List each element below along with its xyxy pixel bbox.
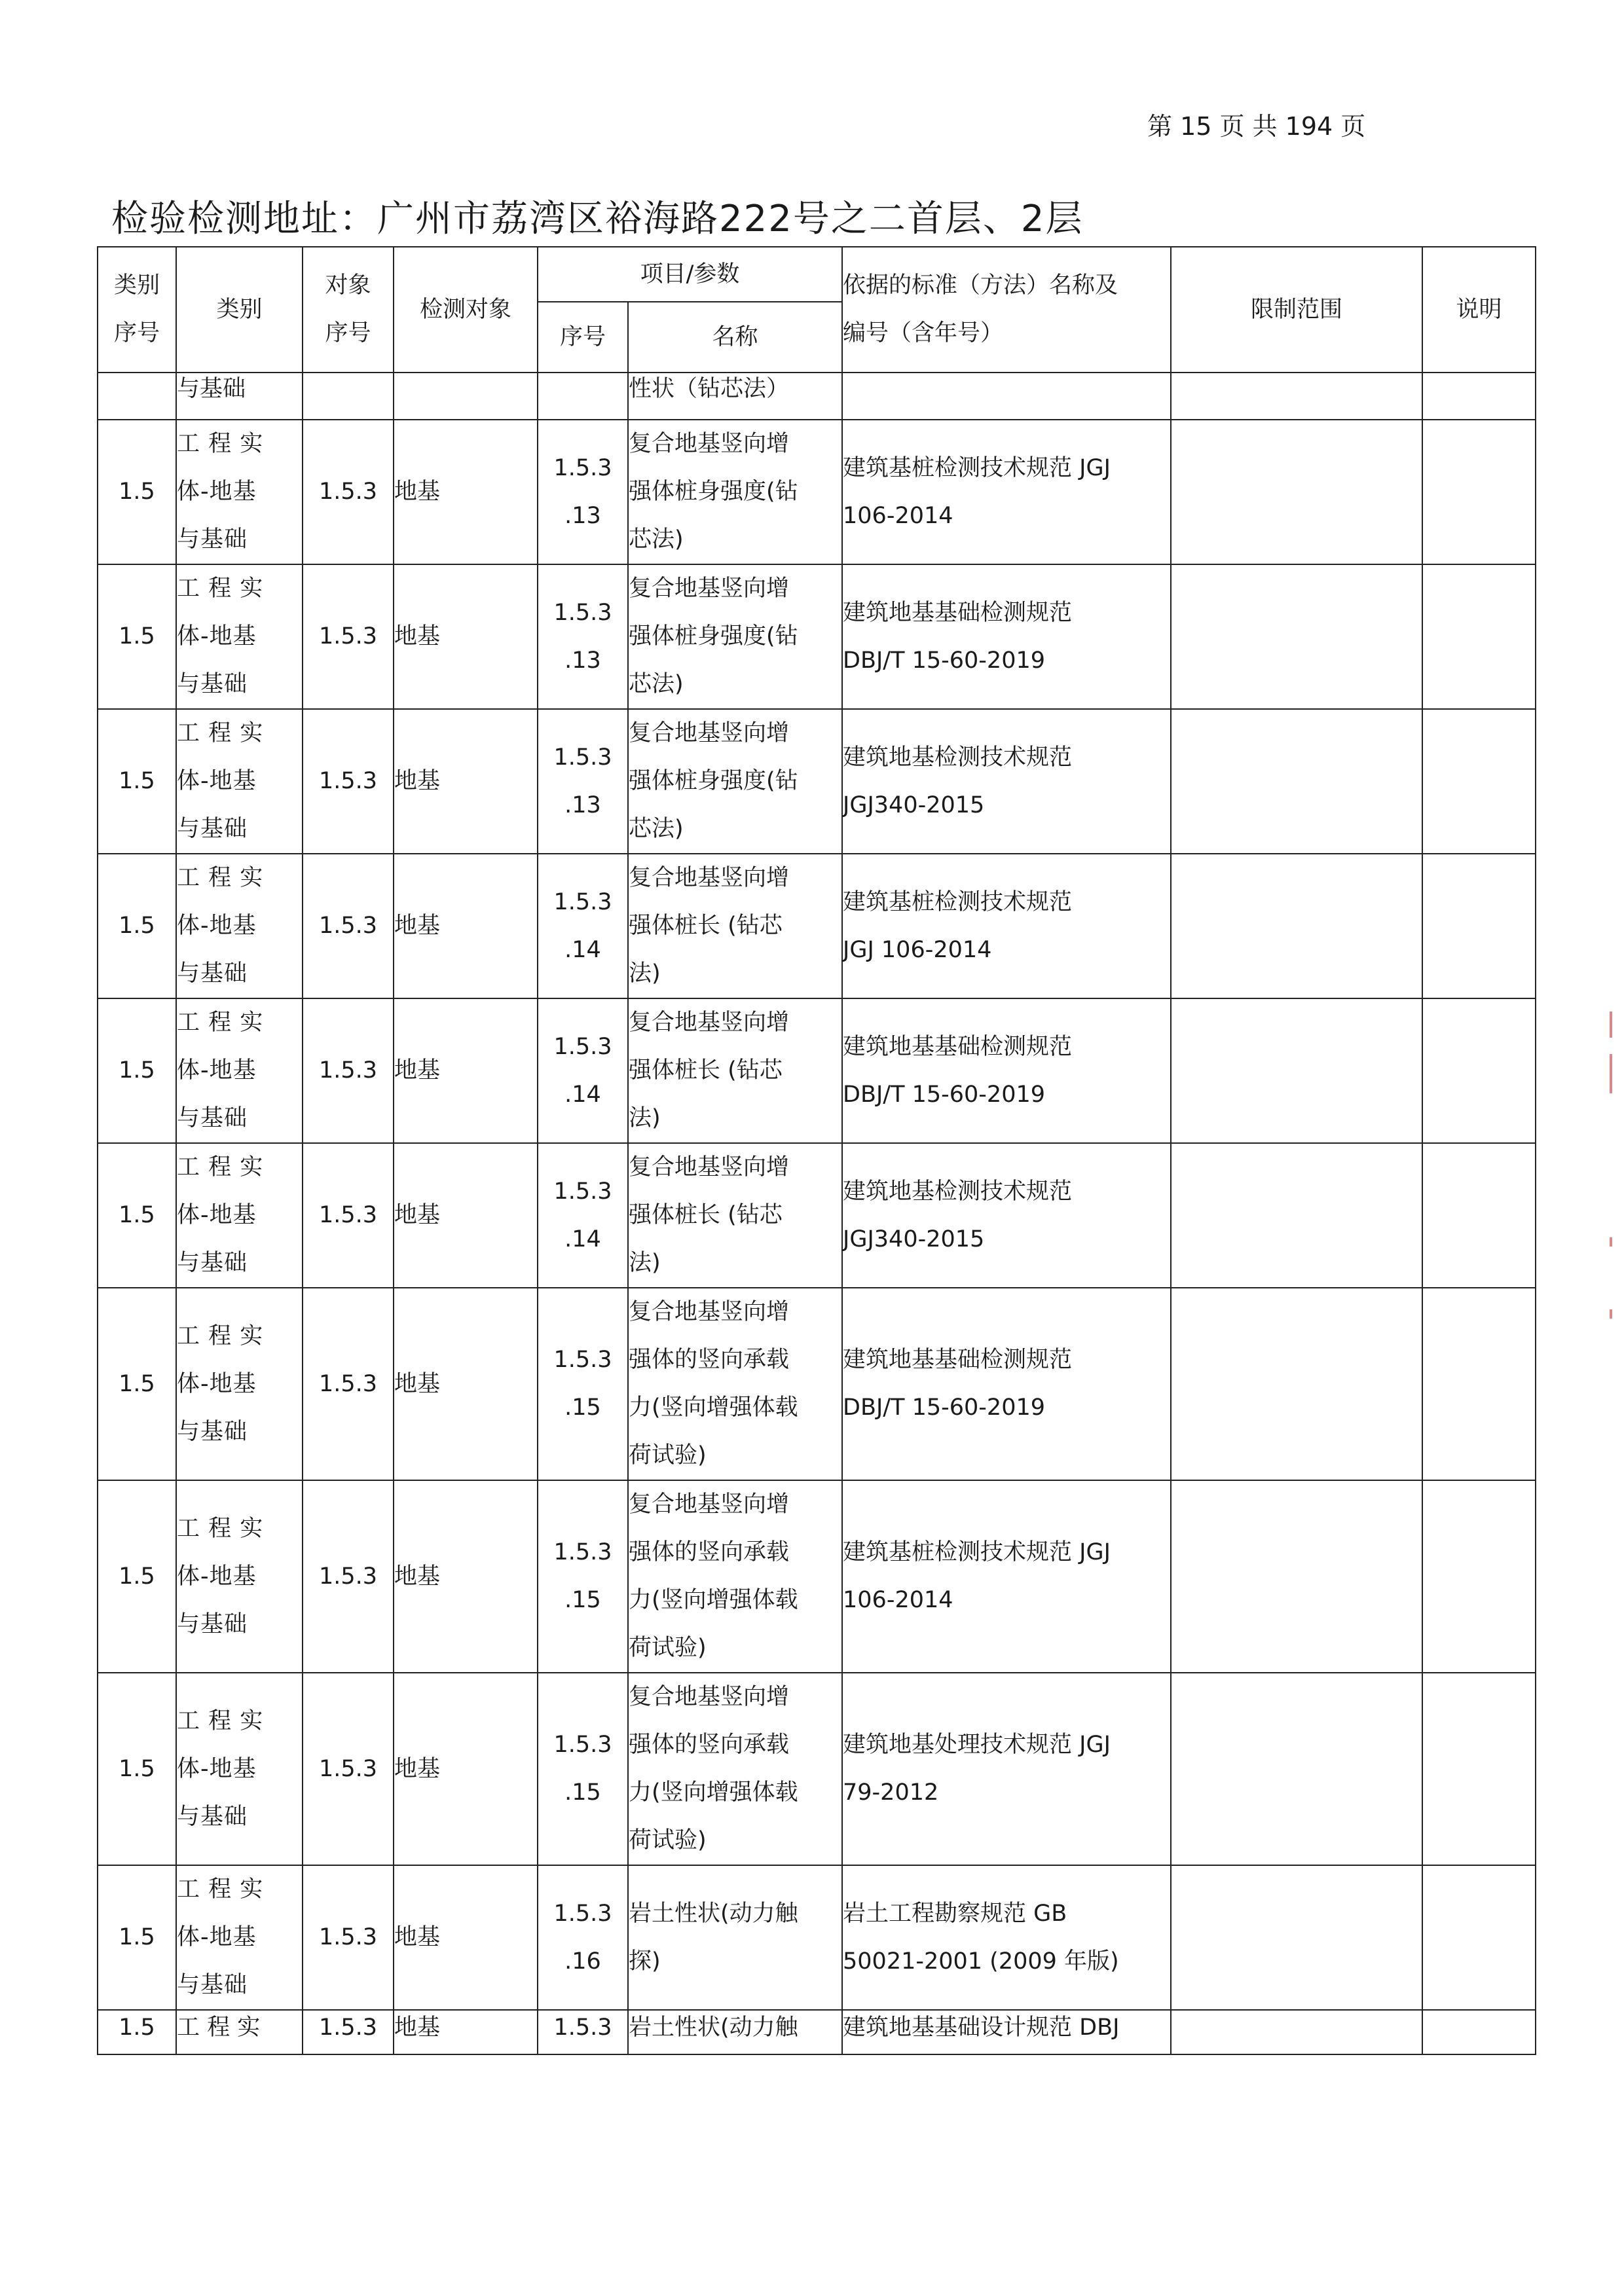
cell-line: 强体桩长 (钻芯 (629, 1057, 783, 1084)
cell-category-no: 1.5 (98, 1288, 176, 1480)
cell-note (1422, 564, 1536, 709)
scan-mark (1610, 1309, 1612, 1319)
header-object-no: 对象 序号 (303, 247, 394, 373)
cell-line: 体-地基 (177, 1924, 257, 1950)
table-row (98, 420, 1536, 564)
cell-line: 1.5.3 (553, 599, 612, 626)
cell-line: 法) (629, 1105, 661, 1131)
cell-line: 复合地基竖向增 (629, 865, 790, 891)
cell-category (176, 1673, 303, 1865)
cell-standard (842, 998, 1171, 1143)
cell-item-name (628, 1673, 842, 1865)
cell-item-name (628, 420, 842, 564)
cell-object-no: 1.5.3 (303, 1288, 394, 1480)
cell-line: .13 (564, 647, 601, 674)
cell-object-no: 1.5.3 (303, 1143, 394, 1288)
cell-item-no (538, 998, 628, 1143)
cell-item-no (538, 564, 628, 709)
cell-item-name (628, 1865, 842, 2010)
cell-line: 50021-2001 (2009 年版) (843, 1948, 1119, 1975)
table-row-continuation (98, 373, 1536, 420)
cell-note (1422, 1865, 1536, 2010)
cell-item-no (538, 1480, 628, 1673)
cell-line: JGJ340-2015 (843, 792, 985, 818)
cell-line: 芯法) (629, 671, 684, 697)
cell-standard (842, 1865, 1171, 2010)
cell-category-no: 1.5 (98, 420, 176, 564)
cell-limit (1171, 1143, 1422, 1288)
cell-item-name: 性状（钻芯法） (628, 373, 842, 420)
scan-mark (1610, 1054, 1612, 1093)
cell-object-no: 1.5.3 (303, 709, 394, 854)
cell-category (176, 1143, 303, 1288)
cell-object: 地基 (394, 420, 538, 564)
cell-item-no (538, 1288, 628, 1480)
cell-object: 地基 (394, 854, 538, 998)
cell-category (176, 709, 303, 854)
cell-line: 强体桩身强度(钻 (629, 479, 798, 505)
cell-category-no: 1.5 (98, 2010, 176, 2054)
cell-item-name: 岩土性状(动力触 (628, 2010, 842, 2054)
cell-line: .16 (564, 1948, 601, 1975)
cell-line: 芯法) (629, 816, 684, 842)
cell-line: .14 (564, 936, 601, 963)
cell-line: 复合地基竖向增 (629, 1010, 790, 1036)
cell-line: 建筑地基基础检测规范 (843, 1033, 1073, 1060)
cell-line: 力(竖向增强体载 (629, 1587, 798, 1613)
cell-line: 强体的竖向承载 (629, 1347, 790, 1373)
cell-item-no (538, 1865, 628, 2010)
cell-category (176, 564, 303, 709)
cell-line: 荷试验) (629, 1635, 707, 1661)
cell-limit (1171, 2010, 1422, 2054)
cell-object-no: 1.5.3 (303, 420, 394, 564)
cell-line: 与基础 (177, 671, 248, 697)
cell-item-name (628, 998, 842, 1143)
cell-object: 地基 (394, 2010, 538, 2054)
cell-line: 体-地基 (177, 479, 257, 505)
cell-line: 1.5.3 (553, 888, 612, 915)
cell-line: 复合地基竖向增 (629, 431, 790, 457)
table-row (98, 998, 1536, 1143)
cell-line: 强体桩长 (钻芯 (629, 1202, 783, 1228)
cell-line: 与基础 (177, 1611, 248, 1637)
cell-limit (1171, 1865, 1422, 2010)
cell-limit (1171, 1673, 1422, 1865)
cell-line: 106-2014 (843, 1587, 953, 1613)
cell-line: 1.5.3 (553, 1178, 612, 1205)
cell-line: 芯法) (629, 526, 684, 553)
cell-object-no: 1.5.3 (303, 1865, 394, 2010)
page-number: 第 15 页 共 194 页 (1147, 112, 1366, 141)
cell-line: 工 程 实 (177, 865, 264, 891)
cell-category-no: 1.5 (98, 1480, 176, 1673)
header-item-name: 名称 (628, 302, 842, 373)
cell-object-no: 1.5.3 (303, 998, 394, 1143)
cell-standard (842, 854, 1171, 998)
cell-line: 复合地基竖向增 (629, 1491, 790, 1518)
cell-line: DBJ/T 15-60-2019 (843, 1081, 1045, 1108)
header-item-no: 序号 (538, 302, 628, 373)
cell-line: 岩土性状(动力触 (629, 1900, 798, 1927)
cell-note (1422, 709, 1536, 854)
cell-category-no: 1.5 (98, 1865, 176, 2010)
cell-item-name (628, 564, 842, 709)
cell-limit (1171, 854, 1422, 998)
cell-line: .15 (564, 1394, 601, 1421)
cell-line: 工 程 实 (177, 720, 264, 746)
cell-line: 与基础 (177, 1803, 248, 1830)
cell-line: 与基础 (177, 1418, 248, 1445)
cell-line: 1.5.3 (553, 1539, 612, 1565)
cell-item-no (538, 709, 628, 854)
cell-item-no (538, 420, 628, 564)
cell-limit (1171, 420, 1422, 564)
cell-category-no: 1.5 (98, 998, 176, 1143)
cell-object: 地基 (394, 1673, 538, 1865)
cell-line: .15 (564, 1587, 601, 1613)
address-heading: 检验检测地址：广州市荔湾区裕海路222号之二首层、2层 (111, 198, 1084, 240)
cell-note (1422, 998, 1536, 1143)
table-row (98, 1673, 1536, 1865)
cell-line: DBJ/T 15-60-2019 (843, 647, 1045, 674)
cell-object-no: 1.5.3 (303, 854, 394, 998)
cell-note (1422, 1673, 1536, 1865)
cell-line: 体-地基 (177, 1563, 257, 1590)
cell (1171, 373, 1422, 420)
cell-line: 荷试验) (629, 1442, 707, 1468)
cell-line: 1.5.3 (553, 454, 612, 481)
cell-line: 体-地基 (177, 1370, 257, 1397)
cell-standard (842, 1673, 1171, 1865)
cell-line: 复合地基竖向增 (629, 1154, 790, 1180)
cell-category: 工 程 实 (176, 2010, 303, 2054)
cell-line: 1.5.3 (553, 1732, 612, 1758)
cell-line: 建筑地基检测技术规范 (843, 744, 1073, 771)
cell-line: 法) (629, 960, 661, 987)
cell-standard (842, 420, 1171, 564)
header-item-param: 项目/参数 (538, 247, 842, 302)
cell-line: 建筑地基检测技术规范 (843, 1178, 1073, 1205)
cell-line: JGJ340-2015 (843, 1226, 985, 1252)
cell-item-no: 1.5.3 (538, 2010, 628, 2054)
table-row (98, 564, 1536, 709)
cell-line: 工 程 实 (177, 1876, 264, 1903)
cell-line: 体-地基 (177, 1755, 257, 1782)
cell-line: .15 (564, 1779, 601, 1806)
cell-line: 建筑地基处理技术规范 JGJ (843, 1732, 1111, 1758)
cell-object-no: 1.5.3 (303, 1673, 394, 1865)
cell-line: 1.5.3 (553, 744, 612, 771)
cell-note (1422, 2010, 1536, 2054)
table-row (98, 709, 1536, 854)
cell (394, 373, 538, 420)
cell-item-no (538, 854, 628, 998)
cell-category-no: 1.5 (98, 564, 176, 709)
cell-line: 工 程 实 (177, 1515, 264, 1542)
cell-line: 工 程 实 (177, 1322, 264, 1349)
cell-standard (842, 564, 1171, 709)
cell-item-no (538, 1673, 628, 1865)
cell-limit (1171, 709, 1422, 854)
cell-line: 与基础 (177, 960, 248, 987)
cell-standard (842, 1480, 1171, 1673)
header-category-no: 类别 序号 (98, 247, 176, 373)
cell-object: 地基 (394, 1480, 538, 1673)
scan-mark (1610, 1011, 1612, 1038)
cell-line: 力(竖向增强体载 (629, 1779, 798, 1806)
cell-object: 地基 (394, 564, 538, 709)
cell-line: 复合地基竖向增 (629, 1684, 790, 1710)
cell (538, 373, 628, 420)
cell-item-name (628, 1480, 842, 1673)
cell-line: 建筑基桩检测技术规范 JGJ (843, 1539, 1111, 1565)
cell-line: 与基础 (177, 1250, 248, 1276)
cell-line: 建筑地基基础检测规范 (843, 1347, 1073, 1373)
cell-limit (1171, 564, 1422, 709)
table-row (98, 854, 1536, 998)
cell-line: 法) (629, 1250, 661, 1276)
cell-line: 工 程 实 (177, 431, 264, 457)
cell-line: 强体桩身强度(钻 (629, 768, 798, 794)
cell-line: 强体桩长 (钻芯 (629, 913, 783, 939)
cell-object-no: 1.5.3 (303, 564, 394, 709)
cell-note (1422, 1143, 1536, 1288)
cell-line: 与基础 (177, 526, 248, 553)
cell-line: 工 程 实 (177, 1010, 264, 1036)
cell-item-name (628, 854, 842, 998)
header-category: 类别 (176, 247, 303, 373)
cell-line: 复合地基竖向增 (629, 575, 790, 602)
cell-line: 体-地基 (177, 768, 257, 794)
cell-line: 力(竖向增强体载 (629, 1394, 798, 1421)
cell-line: 与基础 (177, 1105, 248, 1131)
cell-line: .14 (564, 1226, 601, 1252)
cell-line: 79-2012 (843, 1779, 939, 1806)
table-row (98, 1143, 1536, 1288)
cell-line: .14 (564, 1081, 601, 1108)
cell (842, 373, 1171, 420)
cell-note (1422, 420, 1536, 564)
header-standard: 依据的标准（方法）名称及 编号（含年号） (842, 247, 1171, 373)
cell-line: 与基础 (177, 1972, 248, 1998)
cell-line: 体-地基 (177, 623, 257, 649)
cell-object: 地基 (394, 998, 538, 1143)
cell-limit (1171, 998, 1422, 1143)
cell-line: 1.5.3 (553, 1900, 612, 1927)
cell-line: .13 (564, 792, 601, 818)
cell-category-no: 1.5 (98, 854, 176, 998)
cell-category (176, 854, 303, 998)
table-row (98, 1865, 1536, 2010)
header-object: 检测对象 (394, 247, 538, 373)
cell-note (1422, 1288, 1536, 1480)
cell-line: 岩土工程勘察规范 GB (843, 1900, 1067, 1927)
cell-line: 工 程 实 (177, 1707, 264, 1734)
cell-object-no: 1.5.3 (303, 1480, 394, 1673)
cell-line: 工 程 实 (177, 1154, 264, 1180)
cell-object: 地基 (394, 1143, 538, 1288)
cell-line: 探) (629, 1948, 661, 1975)
cell-object: 地基 (394, 1288, 538, 1480)
cell-category (176, 1480, 303, 1673)
cell (1422, 373, 1536, 420)
cell-line: 体-地基 (177, 1057, 257, 1084)
cell-line: 强体的竖向承载 (629, 1539, 790, 1565)
cell-line: 106-2014 (843, 502, 953, 529)
cell-line: 体-地基 (177, 913, 257, 939)
cell-line: 强体的竖向承载 (629, 1732, 790, 1758)
header-limit: 限制范围 (1171, 247, 1422, 373)
cell-line: 复合地基竖向增 (629, 1299, 790, 1325)
cell-standard (842, 1288, 1171, 1480)
cell-note (1422, 854, 1536, 998)
cell-object: 地基 (394, 709, 538, 854)
cell-line: 工 程 实 (177, 575, 264, 602)
cell-limit (1171, 1480, 1422, 1673)
scope-table (97, 246, 1536, 2055)
cell-line: 建筑基桩检测技术规范 JGJ (843, 454, 1111, 481)
cell-object: 地基 (394, 1865, 538, 2010)
cell-item-no (538, 1143, 628, 1288)
cell (98, 373, 176, 420)
cell (303, 373, 394, 420)
cell-line: 体-地基 (177, 1202, 257, 1228)
table-row (98, 1288, 1536, 1480)
cell-category (176, 1288, 303, 1480)
cell-item-name (628, 1143, 842, 1288)
cell-item-name (628, 1288, 842, 1480)
header-note: 说明 (1422, 247, 1536, 373)
cell-line: 1.5.3 (553, 1347, 612, 1373)
table-row (98, 1480, 1536, 1673)
cell-line: 与基础 (177, 816, 248, 842)
table-row-partial (98, 2010, 1536, 2054)
cell-category: 与基础 (176, 373, 303, 420)
cell-line: 建筑地基基础检测规范 (843, 599, 1073, 626)
cell-line: 强体桩身强度(钻 (629, 623, 798, 649)
scan-mark (1610, 1237, 1612, 1247)
cell-line: 建筑基桩检测技术规范 (843, 888, 1073, 915)
cell-category (176, 420, 303, 564)
cell-line: JGJ 106-2014 (843, 936, 992, 963)
cell-category-no: 1.5 (98, 709, 176, 854)
cell-line: DBJ/T 15-60-2019 (843, 1394, 1045, 1421)
cell-standard: 建筑地基基础设计规范 DBJ (842, 2010, 1171, 2054)
cell-limit (1171, 1288, 1422, 1480)
cell-standard (842, 1143, 1171, 1288)
cell-category (176, 1865, 303, 2010)
cell-object-no: 1.5.3 (303, 2010, 394, 2054)
cell-category (176, 998, 303, 1143)
cell-standard (842, 709, 1171, 854)
cell-category-no: 1.5 (98, 1143, 176, 1288)
cell-note (1422, 1480, 1536, 1673)
cell-line: 复合地基竖向增 (629, 720, 790, 746)
cell-line: 1.5.3 (553, 1033, 612, 1060)
cell-category-no: 1.5 (98, 1673, 176, 1865)
cell-line: 荷试验) (629, 1827, 707, 1853)
cell-line: .13 (564, 502, 601, 529)
cell-item-name (628, 709, 842, 854)
